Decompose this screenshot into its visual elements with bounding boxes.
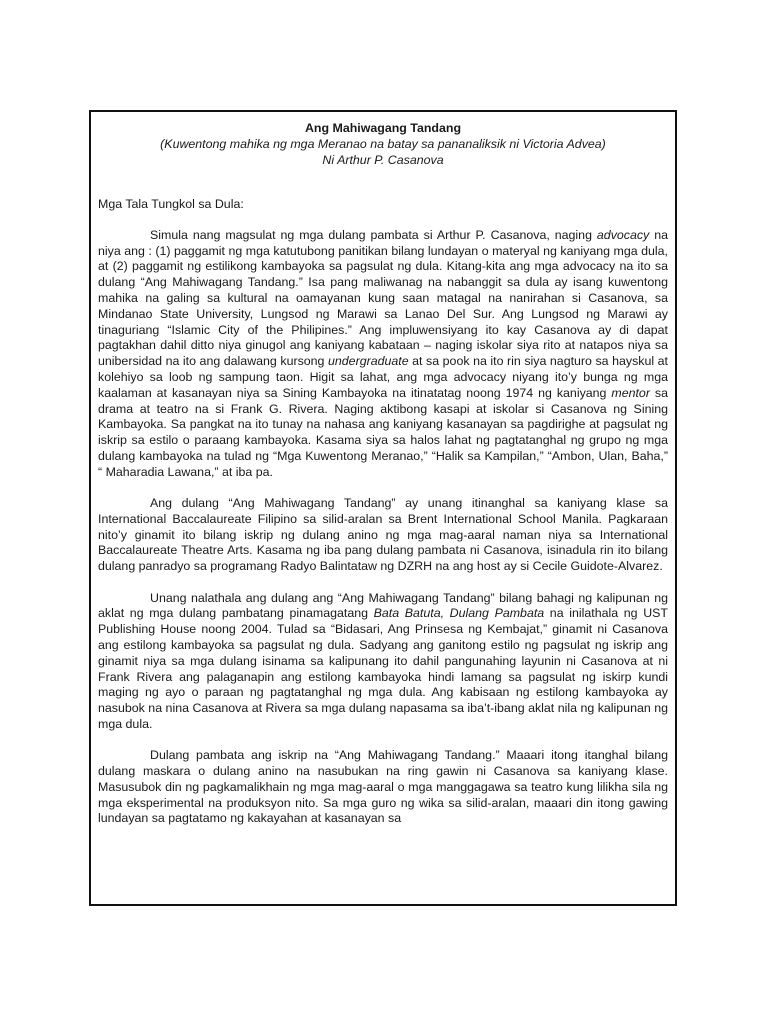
text-segment: Unang nalathala ang dulang ang “Ang Mahiwagang Tandang” bilang bahagi ng kalipunan ng aklat ng mga dulang pambatang pinamagatang [98, 590, 668, 621]
document-page [89, 110, 677, 906]
text-segment: Simula nang magsulat ng mga dulang pambata si Arthur P. Casanova, naging [150, 227, 597, 242]
paragraph-4 [98, 748, 668, 827]
paragraph-1 [98, 228, 668, 481]
document-author: Ni Arthur P. Casanova [322, 153, 444, 167]
paragraph-3 [98, 591, 668, 733]
document-header [98, 120, 668, 168]
document-title: Ang Mahiwagang Tandang [304, 121, 462, 135]
text-segment: na niya ang : (1) paggamit ng mga katutubong panitikan bilang lundayan o materyal ng kaniyang mga dula, at (2) paggamit ng estilikong kambayoka sa pagsulat ng dula. Kitang-kita ang mga advocacy na ito sa dulang “Ang Mahiwagang Tandang.” Isa pang maliwanag na nabanggit sa dula ay isang kuwentong mahika na galing sa kultural na oamayanan kung saan matagal na nanirahan si Casanova, sa Mindanao State University, Lungsod ng Marawi sa Lanao Del Sur. Ang Lungsod ng Marawi ay tinaguriang “Islamic City of the Philipines.” Ang impluwensiyang ito kay Casanova ay di dapat pagtakhan dahil ditto niya ginugol ang kaniyang kabataan – naging iskolar siya rito at natapos niya sa unibersidad na ito ang dalawang kursong [98, 227, 668, 369]
italic-term: Bata Batuta, Dulang Pambata [373, 606, 545, 621]
document-subtitle: (Kuwentong mahika ng mga Meranao na batay sa pananaliksik ni Victoria Advea) [160, 137, 606, 151]
italic-term: advocacy [596, 227, 650, 242]
text-segment: at sa pook na ito rin siya nagturo sa hayskul at kolehiyo sa loob ng sampung taon. Higit sa lahat, ang mga advocacy niyang ito’y bunga ng mga kaalaman at kasanayan niya sa Sining Kambayoka na itinatatag noong 1974 ng kaniyang [98, 354, 668, 400]
paragraph-2 [98, 496, 668, 575]
italic-term: undergraduate [328, 354, 409, 369]
text-segment: sa drama at teatro na si Frank G. Rivera. Naging aktibong kasapi at iskolar si Casanova ng Sining Kambayoka. Sa pangkat na ito tunay na nahasa ang kaniyang kasanayan sa pagdirighe at pagsulat ng iskrip sa estilo o paraang kambayoka. Kasama siya sa halos lahat ng pagtatanghal ng grupo ng mga dulang kambayoka na tulad ng “Mga Kuwentong Meranao,” “Halik sa Kampilan,” “Ambon, Ulan, Baha,” “ Maharadia Lawana,” at iba pa. [98, 385, 668, 479]
body-text [98, 228, 668, 827]
text-segment: na inilathala ng UST Publishing House noong 2004. Tulad sa “Bidasari, Ang Prinsesa ng Kembajat,” ginamit ni Casanova ang estilong kambayoka sa pagsulat ng dula. Sadyang ang ganitong estilo ng pagsulat ng iskrip ang ginamit niya sa mga dulang isinama sa kalipunang ito dahil pangunahing layunin ni Casanova at ni Frank Rivera ang palaganapin ang estilong kambayoka hindi lamang sa pagsulat ng iskirp kundi maging ng ayo o paraan ng pagtatanghal ng mga dula. Ang kabisaan ng estilong kambayoka ay nasubok na nina Casanova at Rivera sa mga dulang napasama sa iba’t-ibang aklat nila ng kalipunan ng mga dula. [98, 606, 668, 731]
section-heading: Mga Tala Tungkol sa Dula: [98, 197, 244, 211]
text-segment: Dulang pambata ang iskrip na “Ang Mahiwagang Tandang.” Maaari itong itanghal bilang dulang maskara o dulang anino na nasubukan na ring gawin ni Casanova sa kaniyang klase. Masusubok din ng pagkamalikhain ng mga mag-aaral o mga manggagawa sa teatro kung lilikha sila ng mga eksperimental na produksyon nito. Sa mga guro ng wika sa silid-aralan, maaari din itong gawing lundayan sa pagtatamo ng kakayahan at kasanayan sa [98, 748, 668, 826]
italic-term: mentor [611, 385, 650, 400]
text-segment: Ang dulang “Ang Mahiwagang Tandang” ay unang itinanghal sa kaniyang klase sa International Baccalaureate Filipino sa silid-aralan sa Brent International School Manila. Pagkaraan nito’y ginamit ito bilang iskrip ng dulang anino ng mga mag-aaral naman niya sa International Baccalaureate Theatre Arts. Kasama ng iba pang dulang pambata ni Casanova, isinadula rin ito bilang dulang panradyo sa programang Radyo Balintataw ng DZRH na ang host ay si Cecile Guidote-Alvarez. [98, 496, 668, 574]
